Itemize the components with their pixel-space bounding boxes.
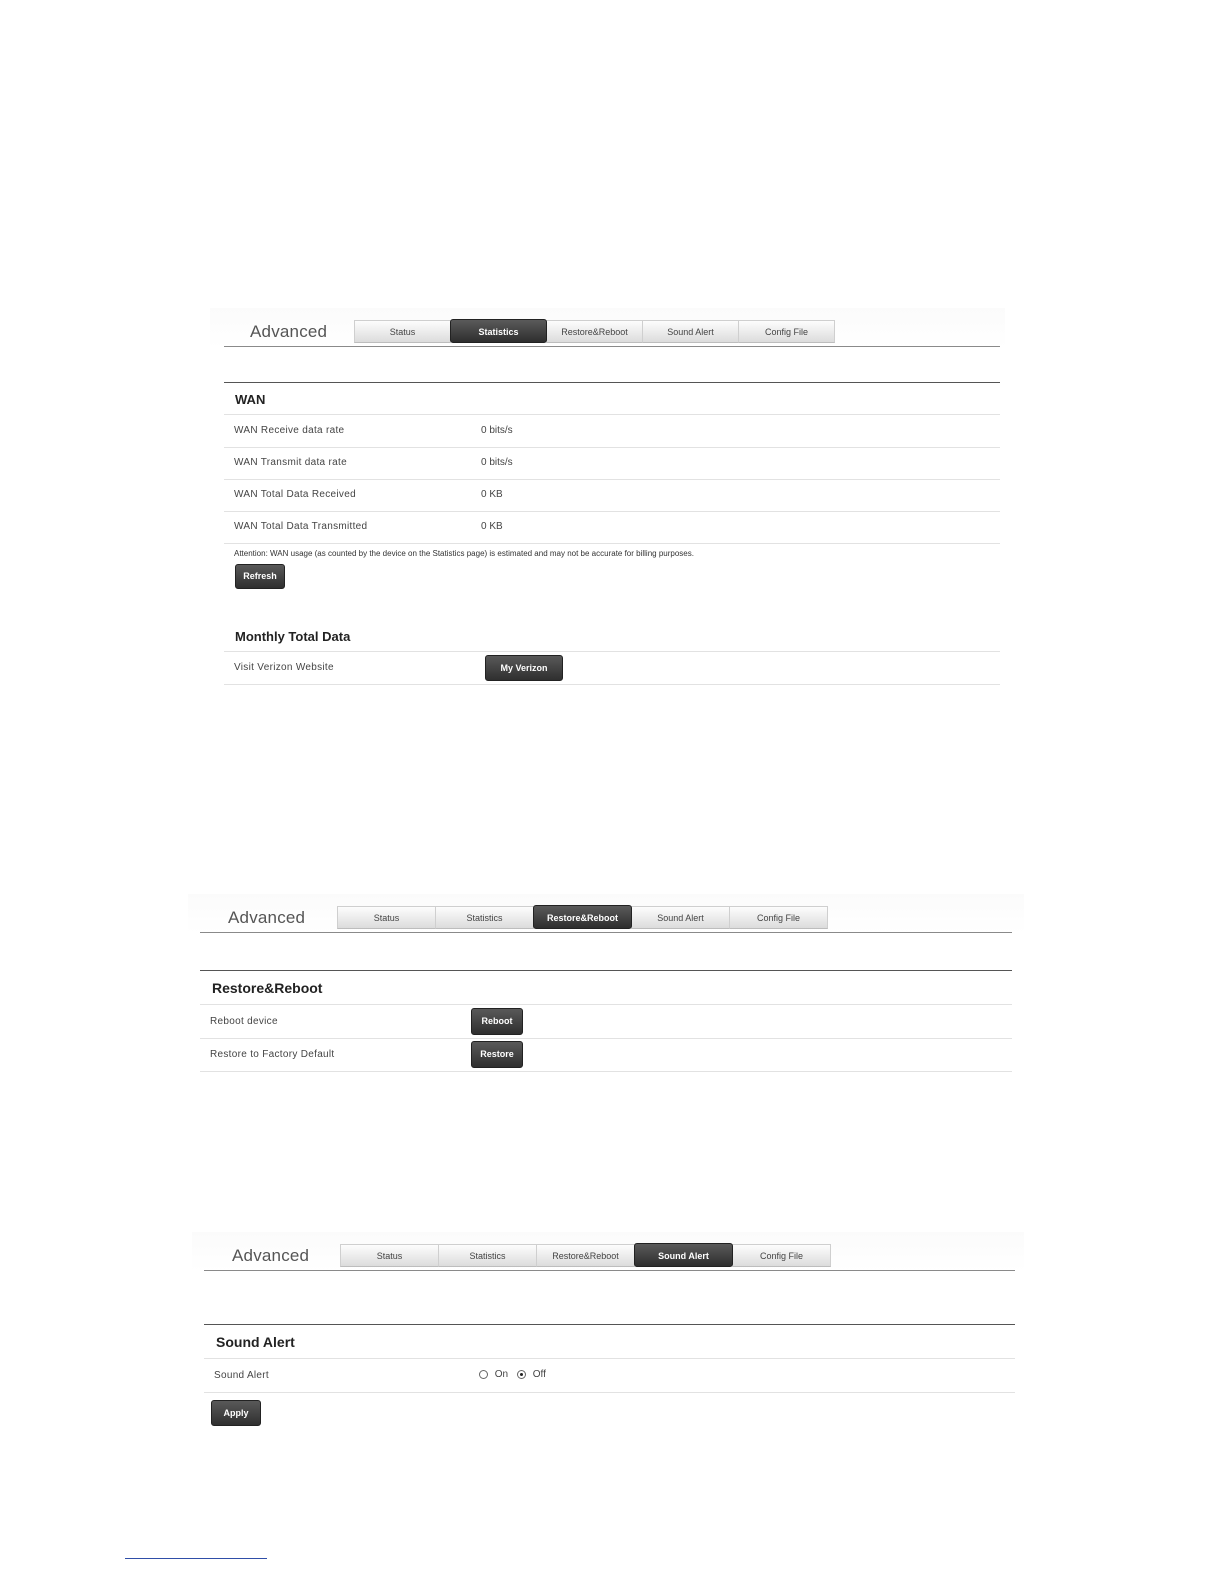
header-divider — [200, 932, 1012, 933]
brand-title: Advanced — [250, 322, 328, 341]
statistics-panel — [210, 308, 1005, 688]
header-divider — [224, 346, 1000, 347]
restore-button[interactable]: Restore — [471, 1041, 523, 1068]
header-divider — [204, 1270, 1015, 1271]
row-label: WAN Total Data Received — [234, 489, 356, 500]
table-row — [224, 479, 1000, 512]
tab-config-file[interactable]: Config File — [729, 906, 828, 929]
table-row — [224, 511, 1000, 544]
sound-section-title: Sound Alert — [216, 1334, 295, 1350]
table-row — [200, 1038, 1012, 1072]
reboot-button[interactable]: Reboot — [471, 1008, 523, 1035]
row-value: 0 KB — [481, 489, 503, 500]
attention-note: Attention: WAN usage (as counted by the device on the Statistics page) is estimated and may not be accurate for billing purposes. — [234, 549, 694, 558]
tab-sound-alert[interactable]: Sound Alert — [634, 1243, 733, 1267]
tab-config-file[interactable]: Config File — [732, 1244, 831, 1267]
tab-bar — [337, 906, 827, 929]
section-divider — [200, 970, 1012, 971]
tab-statistics[interactable]: Statistics — [450, 319, 547, 343]
sound-off-radio[interactable] — [517, 1370, 526, 1379]
tab-restore-reboot[interactable]: Restore&Reboot — [533, 905, 632, 929]
tab-bar — [354, 320, 834, 343]
tab-statistics[interactable]: Statistics — [438, 1244, 537, 1267]
tab-bar — [340, 1244, 830, 1267]
section-divider — [224, 382, 1000, 383]
row-label: Restore to Factory Default — [210, 1049, 335, 1060]
tab-status[interactable]: Status — [354, 320, 451, 343]
sound-on-label: On — [494, 1369, 509, 1380]
my-verizon-button[interactable]: My Verizon — [485, 655, 563, 681]
section-divider — [204, 1324, 1015, 1325]
restore-reboot-panel — [188, 894, 1024, 1079]
table-row — [224, 651, 1000, 685]
row-value: 0 KB — [481, 521, 503, 532]
tab-status[interactable]: Status — [340, 1244, 439, 1267]
tab-status[interactable]: Status — [337, 906, 436, 929]
table-row — [224, 447, 1000, 480]
tab-sound-alert[interactable]: Sound Alert — [642, 320, 739, 343]
table-row — [204, 1358, 1015, 1393]
row-label: Sound Alert — [214, 1370, 270, 1381]
tab-sound-alert[interactable]: Sound Alert — [631, 906, 730, 929]
tab-restore-reboot[interactable]: Restore&Reboot — [546, 320, 643, 343]
table-row — [224, 414, 1000, 448]
sound-on-radio[interactable] — [479, 1370, 488, 1379]
row-value: 0 bits/s — [481, 457, 513, 468]
monthly-section-title: Monthly Total Data — [235, 629, 351, 644]
row-label: Reboot device — [210, 1016, 278, 1027]
sound-radio-group — [479, 1369, 546, 1380]
row-label: Visit Verizon Website — [234, 662, 334, 673]
sound-alert-panel — [192, 1232, 1024, 1432]
tab-restore-reboot[interactable]: Restore&Reboot — [536, 1244, 635, 1267]
sound-off-label: Off — [532, 1369, 546, 1380]
tab-config-file[interactable]: Config File — [738, 320, 835, 343]
row-label: WAN Receive data rate — [234, 425, 345, 436]
footnote-separator — [125, 1558, 267, 1559]
row-label: WAN Transmit data rate — [234, 457, 347, 468]
row-value: 0 bits/s — [481, 425, 513, 436]
restore-section-title: Restore&Reboot — [212, 980, 323, 996]
tab-statistics[interactable]: Statistics — [435, 906, 534, 929]
wan-section-title: WAN — [235, 392, 266, 407]
refresh-button[interactable]: Refresh — [235, 564, 285, 589]
apply-button[interactable]: Apply — [211, 1400, 261, 1426]
row-label: WAN Total Data Transmitted — [234, 521, 368, 532]
table-row — [200, 1004, 1012, 1039]
brand-title: Advanced — [232, 1246, 310, 1265]
brand-title: Advanced — [228, 908, 306, 927]
